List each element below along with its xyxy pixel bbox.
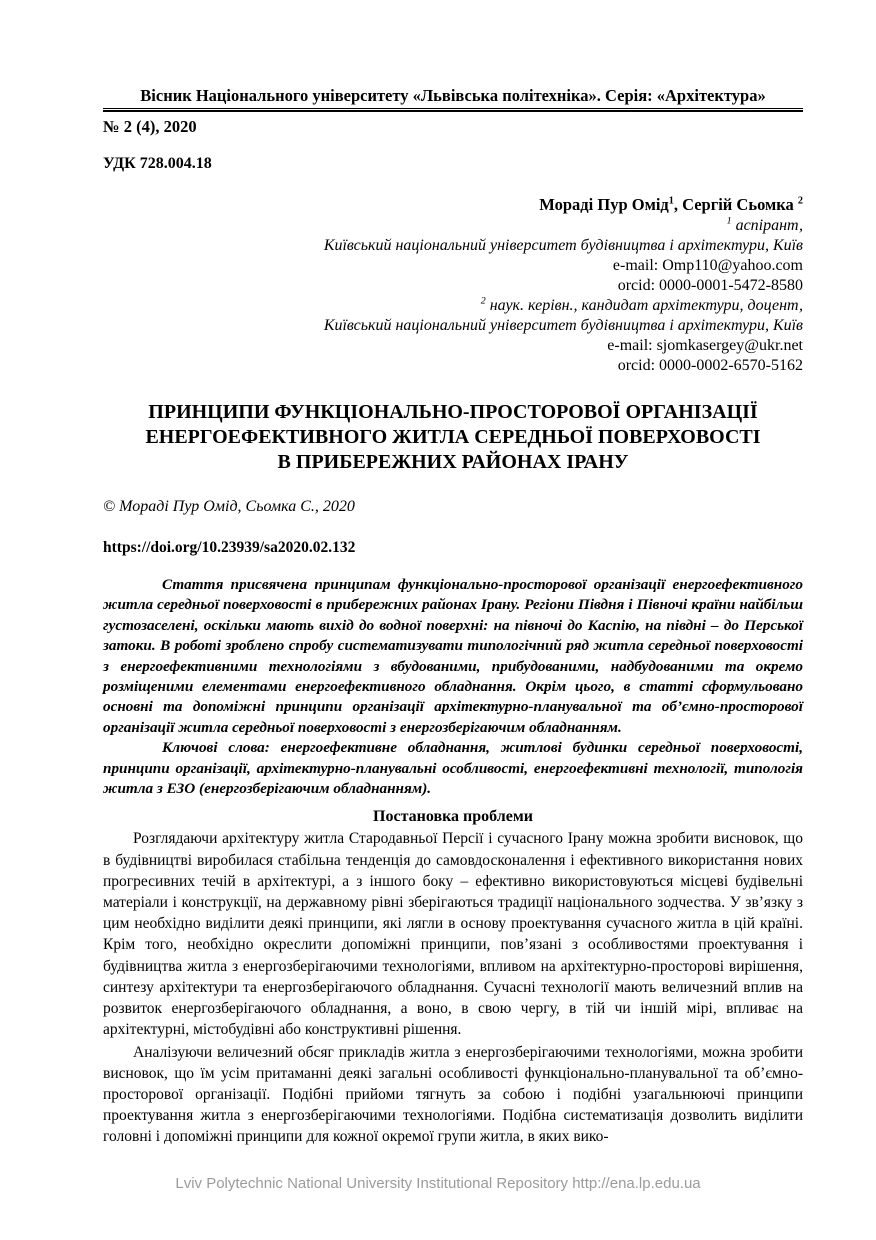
journal-header-title: Вісник Національного університету «Львівська політехніка». Серія: «Архітектура»	[140, 86, 766, 105]
copyright-notice: © Мораді Пур Омід, Сьомка С., 2020	[103, 498, 355, 515]
abstract-text: Стаття присвячена принципам функціонально-просторової організації енергоефективного житла середньої поверховості в прибережних районах Ірану. Регіони Півдня і Півночі країни найбільш густозаселені, оскільки мають вихід до водної поверхні: на півночі до Каспію, на півдні – до Перської затоки. В роботі зроблено спробу систематизувати типологічний ряд житла середньої поверховості з енергоефективними технологіями з вбудованими, прибудованими, надбудованими та окремо розміщеними елементами енергоефективного обладнання. Окрім цього, в статті сформульовано основні та допоміжні принципи організації архітектурно-планувальної та об’ємно-просторової організації житла середньої поверховості з енергозберігаючим обладнанням.	[103, 576, 803, 736]
udc-code: УДК 728.004.18	[103, 155, 212, 172]
header-divider-thick-line	[103, 110, 803, 112]
email-text: e-mail: Omp110@yahoo.com	[612, 257, 803, 274]
header-divider	[103, 108, 803, 112]
author-2-email	[103, 336, 803, 356]
page-content	[103, 0, 803, 1148]
orcid-text: orcid: 0000-0001-5472-8580	[617, 277, 803, 294]
author-names-separator: ,	[673, 195, 683, 214]
orcid-text: orcid: 0000-0002-6570-5162	[617, 357, 803, 374]
body-paragraph-1: Розглядаючи архітектуру житла Стародавньої Персії і сучасного Ірану можна зробити висновок, що в будівництві виробилася стабільна тенденція до самовдосконалення і ефективного використання нових прогресивних течій в архітектурі, а з іншого боку – ефективно використовуються місцеві будівельні матеріали і конструкції, на державному рівні зберігаються традиції національного зодчества. У зв’язку з цим необхідно виділити деякі принципи, які лягли в основу проектування сучасного житла в цій країні. Крім того, необхідно окреслити допоміжні принципи, пов’язані з особливостями проектування і будівництва житла з енергозберігаючими технологіями, впливом на архітектурно-просторові вирішення, синтезу архітектури та енергозберігаючого обладнання. Сучасні технології мають величезний вплив на розвиток енергозберігаючого обладнання, а воно, в свою чергу, в тій чи іншій мірі, впливає на архітектурні, містобудівні або конструктивні рішення.	[103, 830, 803, 1039]
authors-block	[103, 194, 803, 376]
affiliation-text: Київський національний університет будівництва і архітектури, Київ	[323, 237, 803, 254]
issue-number: № 2 (4), 2020	[103, 117, 197, 136]
email-text: e-mail: sjomkasergey@ukr.net	[607, 337, 803, 354]
doi-link: https://doi.org/10.23939/sa2020.02.132	[103, 539, 356, 556]
author-2-role	[103, 296, 803, 316]
body-paragraph-2: Аналізуючи величезний обсяг прикладів житла з енергозберігаючими технологіями, можна зробити висновок, що їм усім притаманні деякі загальні особливості функціонально-планувальної та об’ємно-просторової організації. Подібні прийоми тягнуть за собою і подібні узагальнюючі принципи проектування житла з енергозберігаючими технологіями. Подібна систематизація дозволить виділити головні і допоміжні принципи для кожної окремої групи житла, в яких вико-	[103, 1043, 803, 1146]
affiliation-text: Київський національний університет будівництва і архітектури, Київ	[323, 317, 803, 334]
author-1-orcid	[103, 276, 803, 296]
author-2-affiliation	[103, 316, 803, 336]
affiliation-1-superscript: 1	[726, 215, 732, 227]
author-1-email	[103, 256, 803, 276]
affiliation-text: аспірант,	[731, 217, 803, 234]
section-heading-problem-statement: Постановка проблеми	[373, 808, 533, 826]
affiliation-text: наук. керівн., кандидат архітектури, доцент,	[485, 297, 803, 314]
author-names-line	[103, 194, 803, 216]
author-1-role	[103, 216, 803, 236]
keywords-text: Ключові слова: енергоефективне обладнання, житлові будинки середньої поверховості, принципи організації, архітектурно-планувальні особливості, енергоефективні технології, типологія житла з ЕЗО (енергозберігаючим обладнанням).	[103, 739, 803, 798]
author-2-orcid	[103, 356, 803, 376]
author-1-name: Мораді Пур Омід	[539, 195, 669, 214]
article-title-line-3: В ПРИБЕРЕЖНИХ РАЙОНАХ ІРАНУ	[277, 451, 629, 473]
affiliation-2-superscript: 2	[480, 295, 486, 307]
author-2-name: Сергій Сьомка	[682, 195, 798, 214]
author-1-affiliation	[103, 236, 803, 256]
author-2-superscript: 2	[797, 195, 803, 207]
article-title-line-1: ПРИНЦИПИ ФУНКЦІОНАЛЬНО-ПРОСТОРОВОЇ ОРГАНІЗАЦІЇ	[148, 401, 758, 423]
repository-footer-text: Lviv Polytechnic National University Institutional Repository http://ena.lp.edu.ua	[175, 1175, 701, 1192]
article-title	[103, 400, 803, 475]
header-divider-thin-line	[103, 108, 803, 109]
article-title-line-2: ЕНЕРГОЕФЕКТИВНОГО ЖИТЛА СЕРЕДНЬОЇ ПОВЕРХОВОСТІ	[145, 426, 761, 448]
author-1-superscript: 1	[668, 195, 674, 207]
